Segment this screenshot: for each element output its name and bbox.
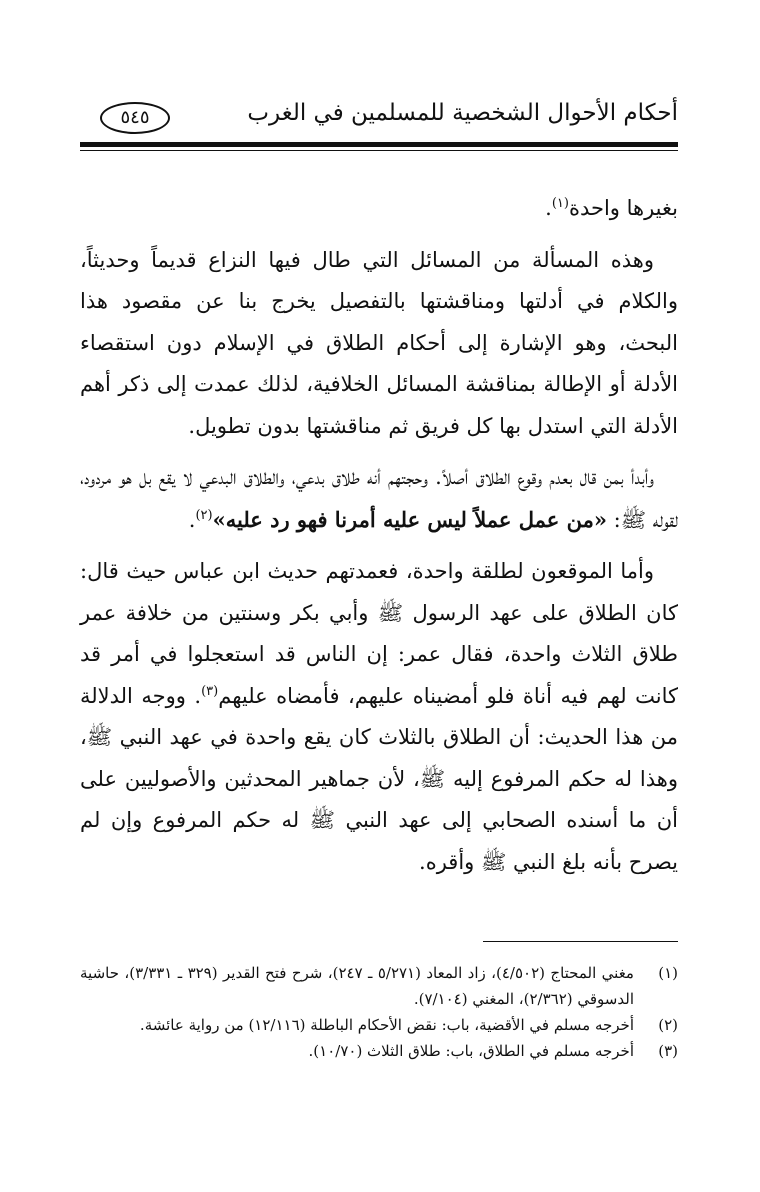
footnote-number: (١) — [658, 964, 678, 982]
main-text — [80, 188, 678, 893]
paragraph-3: وأبدأ بمن قال بعدم وقوع الطلاق أصلاً. وحجتهم أنه طلاق بدعي، والطلاق البدعي لا يقع بل هو مردود، لقوله ﷺ: «من عمل عملاً ليس عليه أمرنا فهو رد عليه»$^{(٢)}$. — [80, 465, 678, 532]
footnote-separator — [483, 941, 678, 942]
footnote-item — [80, 1038, 678, 1064]
footnote-item — [80, 1012, 678, 1038]
footnote-number: (٢) — [658, 1016, 678, 1034]
page-header — [80, 92, 678, 142]
footnote-text: أخرجه مسلم في الطلاق، باب: طلاق الثلاث (١٠/٧٠). — [308, 1042, 634, 1060]
footnote-ref-2[interactable]: (٢) — [195, 507, 213, 523]
page-number: ٥٤٥ — [100, 102, 170, 134]
header-rule-thick — [80, 142, 678, 147]
header-rule-thin — [80, 150, 678, 151]
footnote-text: مغني المحتاج (٤/٥٠٢)، زاد المعاد (٥/٢٧١ ـ ٢٤٧)، شرح فتح القدير (٣٢٩ ـ ٣/٣٣١)، حاشية الدسوقي (٢/٣٦٢)، المغني (٧/١٠٤). — [80, 964, 634, 1008]
footnote-item — [80, 960, 678, 1012]
running-title: أحكام الأحوال الشخصية للمسلمين في الغرب — [247, 100, 678, 126]
footnote-ref-1[interactable]: (١) — [551, 196, 569, 211]
paragraph-1: بغيرها واحدة$^{(١)}$. — [545, 196, 678, 220]
footnote-text: أخرجه مسلم في الأقضية، باب: نقض الأحكام الباطلة (١٢/١١٦) من رواية عائشة. — [139, 1016, 634, 1034]
footnotes — [80, 960, 678, 1064]
footnote-ref-3[interactable]: (٣) — [201, 683, 219, 699]
hadith-quote: «من عمل عملاً ليس عليه أمرنا فهو رد عليه» — [212, 506, 607, 532]
footnote-number: (٣) — [658, 1042, 678, 1060]
paragraph-4: وأما الموقعون لطلقة واحدة، فعمدتهم حديث ابن عباس حيث قال: كان الطلاق على عهد الرسول ﷺ وأبي بكر وسنتين من خلافة عمر طلاق الثلاث واحدة، فقال عمر: إن الناس قد استعجلوا في أمر قد كانت لهم فيه أناة فلو أمضيناه عليهم، فأمضاه عليهم$^{(٣)}$. ووجه الدلالة من هذا الحديث: أن الطلاق بالثلاث كان يقع واحدة في عهد النبي ﷺ، وهذا له حكم المرفوع إليه ﷺ، لأن جماهير المحدثين والأصوليين على أن ما أسنده الصحابي إلى عهد النبي ﷺ له حكم المرفوع وإن لم يصرح بأنه بلغ النبي ﷺ وأقره. — [80, 559, 678, 874]
paragraph-2: وهذه المسألة من المسائل التي طال فيها النزاع قديماً وحديثاً، والكلام في أدلتها ومناقشتها بالتفصيل يخرج بنا عن مقصود هذا البحث، وهو الإشارة إلى أحكام الطلاق في الإسلام دون استقصاء الأدلة أو الإطالة بمناقشة المسائل الخلافية، لذلك عمدت إلى ذكر أهم الأدلة التي استدل بها كل فريق ثم مناقشتها بدون تطويل. — [80, 247, 678, 438]
